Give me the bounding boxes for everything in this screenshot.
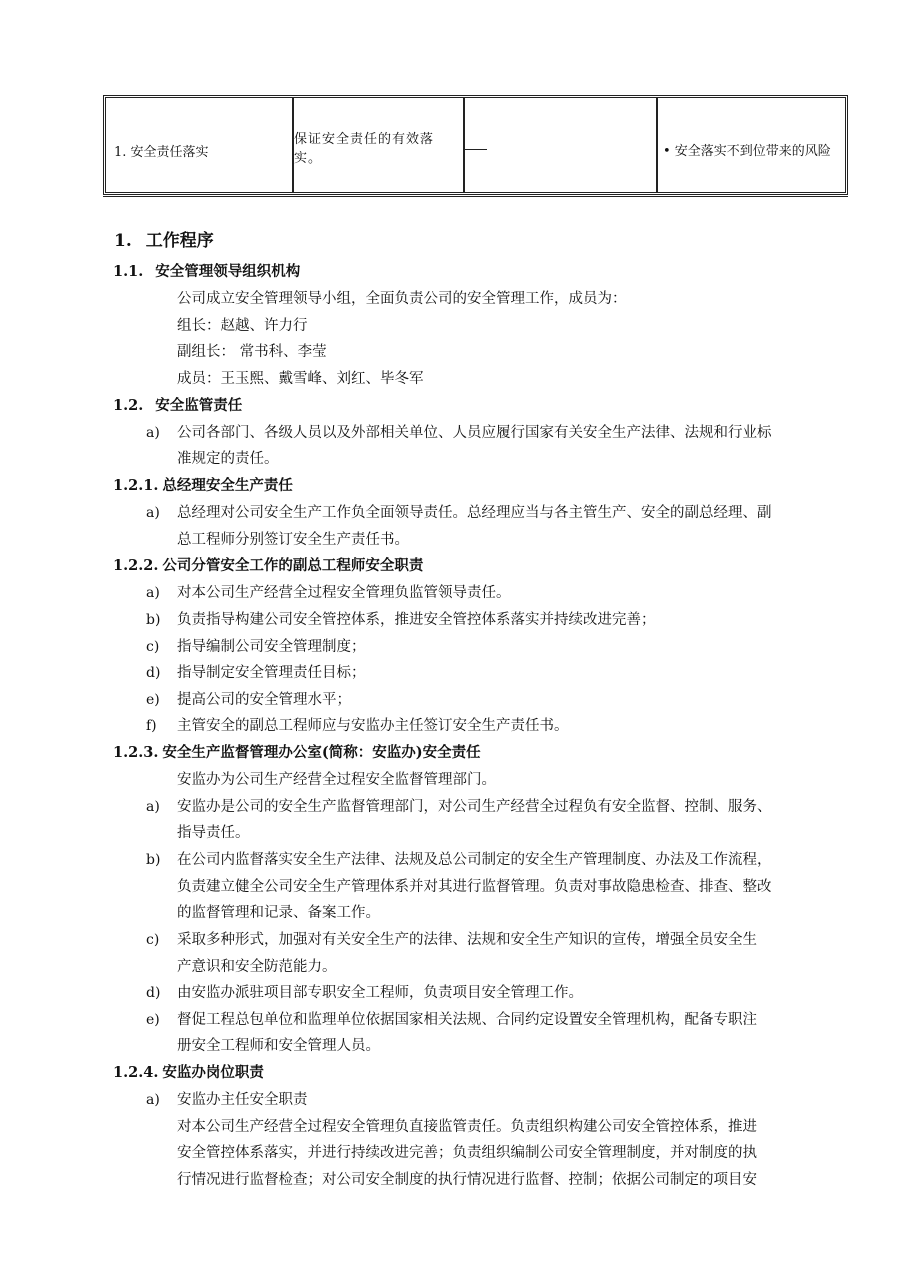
risk-table bbox=[103, 95, 848, 195]
list-marker: a) bbox=[146, 585, 160, 601]
list-marker: c) bbox=[146, 932, 160, 948]
list-item-line: 行情况进行监督检查；对公司安全制度的执行情况进行监督、控制；依据公司制定的项目安 bbox=[177, 1172, 757, 1188]
subsection-heading-1-2-1 bbox=[113, 476, 293, 496]
subsection-title: 安监办岗位职责 bbox=[162, 1064, 264, 1081]
list-item-line: 准规定的责任。 bbox=[177, 451, 279, 467]
subsection-number: 1.1. bbox=[113, 263, 144, 280]
list-marker: a) bbox=[146, 1092, 160, 1108]
list-item-line: 提高公司的安全管理水平； bbox=[177, 692, 351, 708]
table-item-label: 1. 安全责任落实 bbox=[114, 145, 209, 160]
list-item-line: 总工程师分别签订安全生产责任书。 bbox=[177, 532, 409, 548]
subsection-heading-1-2-3 bbox=[113, 743, 481, 763]
list-marker: f) bbox=[146, 718, 157, 734]
list-item-line: 安监办是公司的安全生产监督管理部门，对公司生产经营全过程负有安全监督、控制、服务、 bbox=[177, 799, 772, 815]
list-item-line: 指导责任。 bbox=[177, 825, 250, 841]
list-item-line: 的监督管理和记录、备案工作。 bbox=[177, 905, 380, 921]
list-marker: e) bbox=[146, 1012, 160, 1028]
table-cell-empty bbox=[465, 98, 658, 192]
list-marker: b) bbox=[146, 852, 161, 868]
list-item-line: 总经理对公司安全生产工作负全面领导责任。总经理应当与各主管生产、安全的副总经理、副 bbox=[177, 505, 772, 521]
list-item-title: 安监办主任安全职责 bbox=[177, 1092, 308, 1108]
list-item-line: 主管安全的副总工程师应与安监办主任签订安全生产责任书。 bbox=[177, 718, 569, 734]
list-item-line: 册安全工程师和安全管理人员。 bbox=[177, 1038, 380, 1054]
list-marker: b) bbox=[146, 612, 161, 628]
list-item-line: 指导制定安全管理责任目标； bbox=[177, 665, 366, 681]
subsection-title: 总经理安全生产责任 bbox=[162, 477, 293, 494]
list-marker: a) bbox=[146, 505, 160, 521]
subsection-title: 公司分管安全工作的副总工程师安全职责 bbox=[162, 557, 424, 574]
subsection-title: 安全生产监督管理办公室(简称：安监办)安全责任 bbox=[162, 744, 481, 761]
list-item-line: 指导编制公司安全管理制度； bbox=[177, 639, 366, 655]
subsection-heading-1-2 bbox=[113, 396, 242, 416]
subsection-number: 1.2. bbox=[113, 397, 144, 414]
paragraph-line: 副组长： 常书科、李莹 bbox=[177, 344, 327, 360]
list-item-line: 产意识和安全防范能力。 bbox=[177, 959, 337, 975]
section-title: 工作程序 bbox=[145, 231, 214, 251]
dash-mark bbox=[465, 149, 487, 150]
section-heading bbox=[114, 231, 214, 251]
list-marker: a) bbox=[146, 799, 160, 815]
subsection-number: 1.2.2. bbox=[113, 557, 159, 574]
paragraph-line: 成员：王玉熙、戴雪峰、刘红、毕冬军 bbox=[177, 371, 424, 387]
subsection-number: 1.2.4. bbox=[113, 1064, 159, 1081]
list-marker: a) bbox=[146, 425, 160, 441]
table-goal-text: 保证安全责任的有效落实。 bbox=[294, 132, 435, 166]
table-bottom-rule bbox=[103, 196, 848, 197]
list-item-line: 负责建立健全公司安全生产管理体系并对其进行监督管理。负责对事故隐患检查、排查、整改 bbox=[177, 879, 772, 895]
list-item-line: 采取多种形式，加强对有关安全生产的法律、法规和安全生产知识的宣传，增强全员安全生 bbox=[177, 932, 757, 948]
list-item-line: 公司各部门、各级人员以及外部相关单位、人员应履行国家有关安全生产法律、法规和行业标 bbox=[177, 425, 772, 441]
list-marker: d) bbox=[146, 665, 161, 681]
subsection-title: 安全管理领导组织机构 bbox=[155, 263, 301, 280]
list-marker: d) bbox=[146, 985, 161, 1001]
list-marker: c) bbox=[146, 639, 160, 655]
list-item-line: 负责指导构建公司安全管控体系，推进安全管控体系落实并持续改进完善； bbox=[177, 612, 656, 628]
list-item-line: 安全管控体系落实，并进行持续改进完善；负责组织编制公司安全管理制度，并对制度的执 bbox=[177, 1145, 757, 1161]
list-item-line: 由安监办派驻项目部专职安全工程师，负责项目安全管理工作。 bbox=[177, 985, 583, 1001]
subsection-heading-1-2-4 bbox=[113, 1063, 264, 1083]
list-marker: e) bbox=[146, 692, 160, 708]
table-cell-risk bbox=[658, 98, 845, 192]
subsection-heading-1-2-2 bbox=[113, 556, 423, 576]
list-item-line: 对本公司生产经营全过程安全管理负监管领导责任。 bbox=[177, 585, 511, 601]
paragraph-line: 安监办为公司生产经营全过程安全监督管理部门。 bbox=[177, 772, 496, 788]
subsection-heading-1-1 bbox=[113, 262, 300, 282]
table-risk-text: • 安全落实不到位带来的风险 bbox=[663, 144, 831, 159]
paragraph-line: 公司成立安全管理领导小组，全面负责公司的安全管理工作，成员为： bbox=[177, 291, 627, 307]
list-item-line: 督促工程总包单位和监理单位依据国家相关法规、合同约定设置安全管理机构，配备专职注 bbox=[177, 1012, 757, 1028]
list-item-line: 在公司内监督落实安全生产法律、法规及总公司制定的安全生产管理制度、办法及工作流程， bbox=[177, 852, 772, 868]
table-cell-goal bbox=[294, 98, 465, 192]
section-number: 1. bbox=[114, 231, 132, 251]
subsection-number: 1.2.3. bbox=[113, 744, 159, 761]
subsection-number: 1.2.1. bbox=[113, 477, 159, 494]
subsection-title: 安全监管责任 bbox=[155, 397, 243, 414]
table-cell-item bbox=[106, 98, 294, 192]
list-item-line: 对本公司生产经营全过程安全管理负直接监管责任。负责组织构建公司安全管控体系，推进 bbox=[177, 1119, 757, 1135]
paragraph-line: 组长：赵越、许力行 bbox=[177, 318, 308, 334]
